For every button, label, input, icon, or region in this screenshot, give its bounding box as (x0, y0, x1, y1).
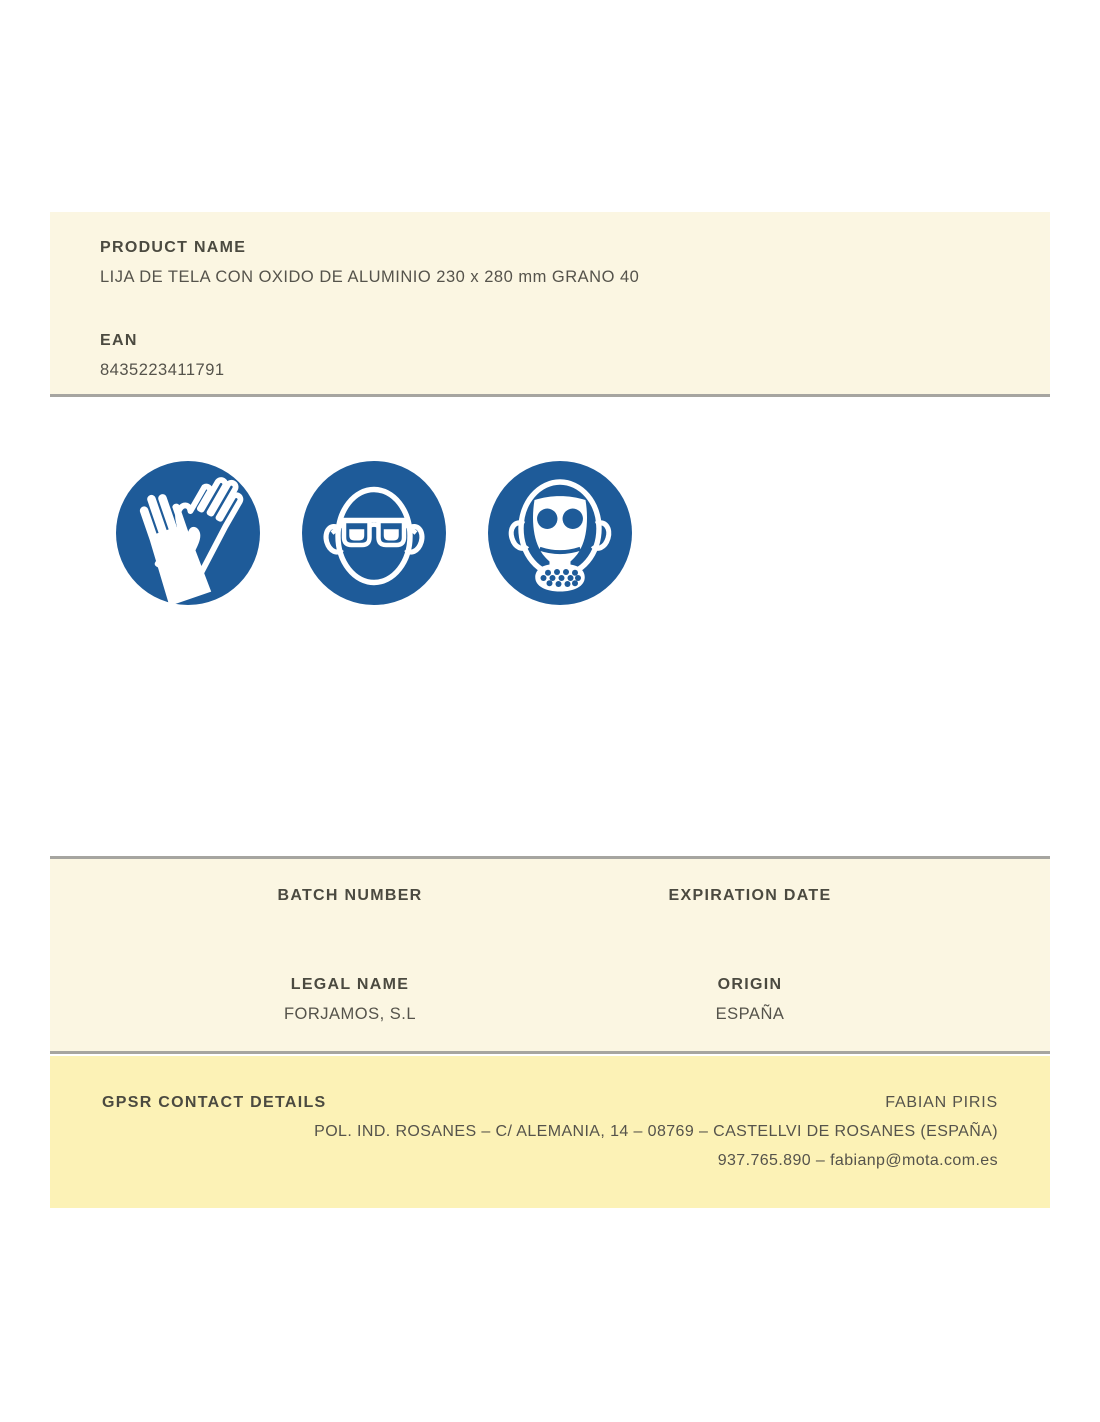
wear-respiratory-protection-icon (485, 458, 635, 608)
wear-protective-gloves-icon (113, 458, 263, 608)
ean-field (100, 332, 1000, 380)
expiration-date-label: EXPIRATION DATE (668, 887, 832, 904)
product-name-value: LIJA DE TELA CON OXIDO DE ALUMINIO 230 x 280 mm GRANO 40 (100, 268, 640, 286)
wear-eye-protection-icon (299, 458, 449, 608)
safety-pictograms-row (113, 458, 635, 608)
ean-value: 8435223411791 (100, 361, 225, 379)
legal-name-label: LEGAL NAME (290, 976, 410, 993)
origin-label: ORIGIN (717, 976, 783, 993)
product-name-label: PRODUCT NAME (100, 239, 247, 256)
product-name-field (100, 239, 1000, 287)
origin-value: ESPAÑA (715, 1005, 785, 1023)
batch-number-label: BATCH NUMBER (277, 887, 423, 904)
ean-label: EAN (100, 332, 138, 349)
gpsr-phone-email: 937.765.890 – fabianp@mota.com.es (717, 1152, 998, 1169)
gpsr-address: POL. IND. ROSANES – C/ ALEMANIA, 14 – 08769 – CASTELLVI DE ROSANES (ESPAÑA) (314, 1123, 998, 1140)
gpsr-contact-details-label: GPSR CONTACT DETAILS (102, 1094, 327, 1111)
gpsr-contact-name: FABIAN PIRIS (885, 1094, 998, 1111)
legal-name-value: FORJAMOS, S.L (283, 1005, 417, 1023)
gpsr-header-row (102, 1094, 998, 1112)
batch-details-panel (50, 856, 1050, 1054)
product-info-panel (50, 212, 1050, 397)
gpsr-contact-panel (50, 1056, 1050, 1208)
